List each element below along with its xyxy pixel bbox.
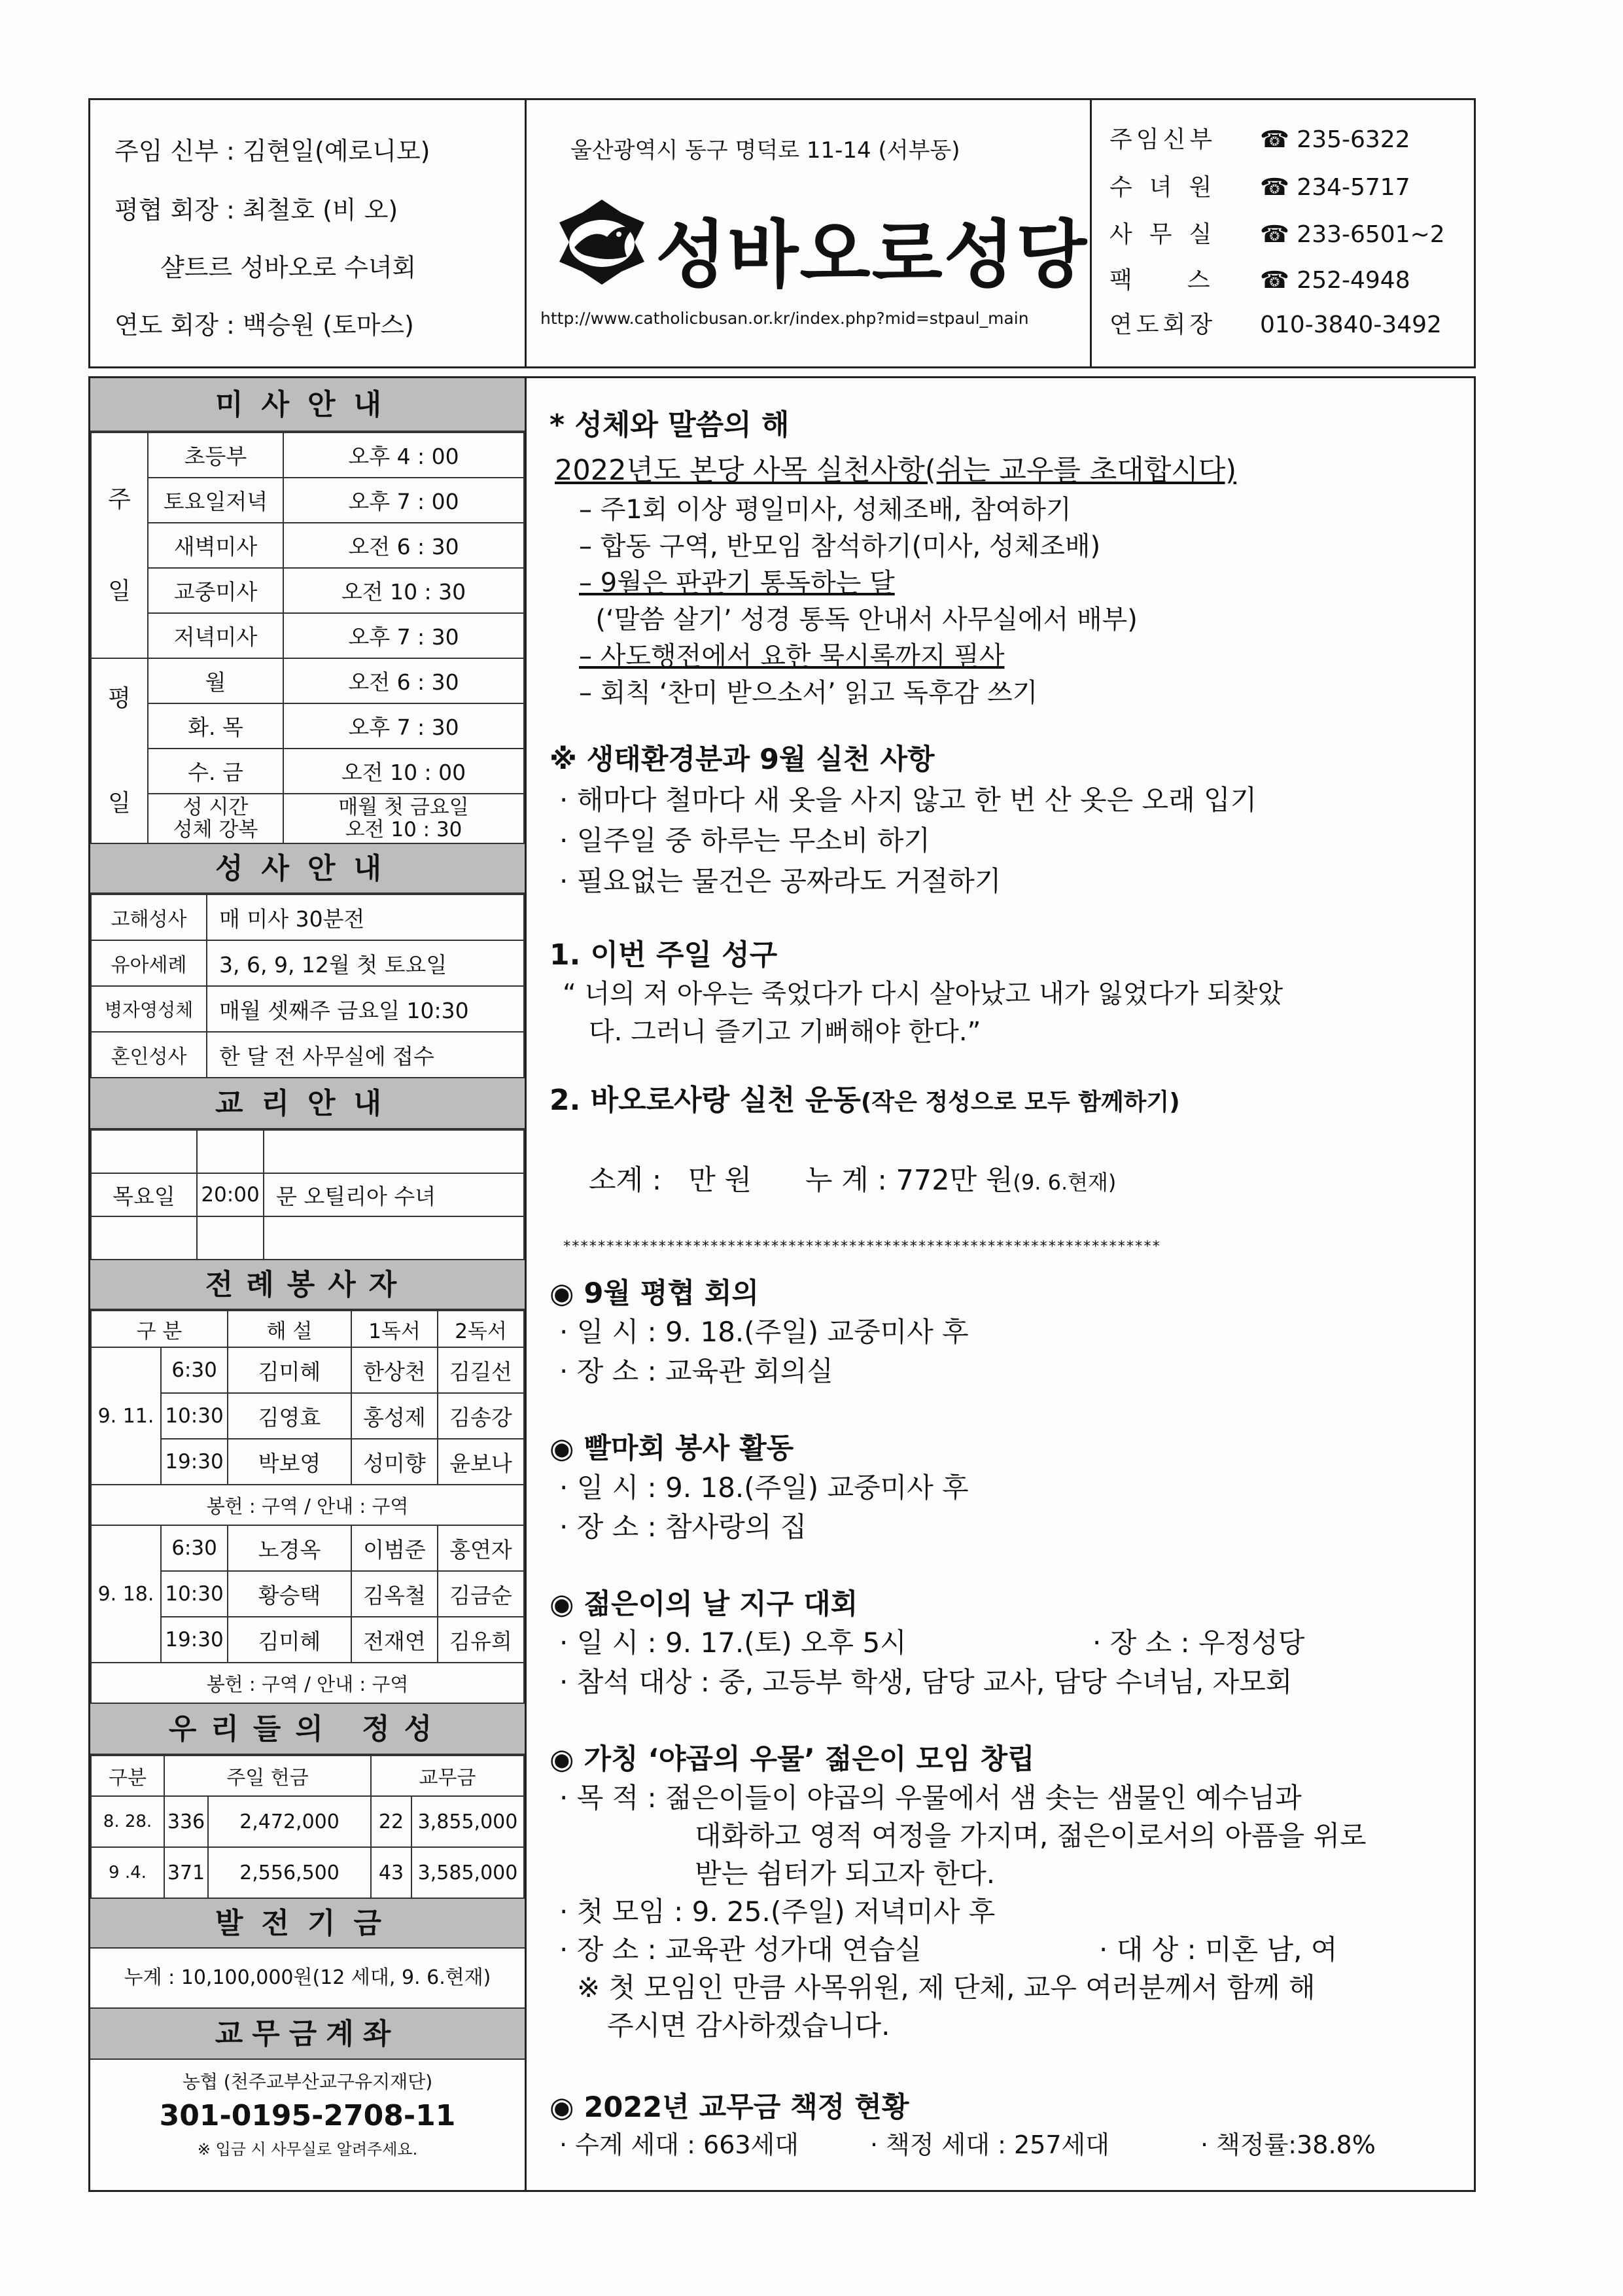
servers-time: 10:30 <box>161 1393 228 1439</box>
offering-table <box>90 1755 525 1899</box>
servers-reader1: 전재연 <box>351 1617 438 1663</box>
dues-set: · 책정 세대 : 257세대 <box>870 2130 1109 2159</box>
offering-amount: 2,472,000 <box>208 1796 371 1847</box>
church-address: 울산광역시 동구 명덕로 11-14 (서부동) <box>570 137 960 164</box>
sisters-line: 샬트르 성바오로 수녀회 <box>160 253 417 282</box>
mass-name: 수. 금 <box>148 749 283 794</box>
offering-count: 371 <box>164 1847 208 1898</box>
servers-reader2: 윤보나 <box>438 1439 524 1485</box>
phone-row: 사무실 ☎ 233-6501~2 <box>1109 221 1445 248</box>
account-title: 교무금계좌 <box>90 2009 525 2060</box>
servers-title: 전례봉사자 <box>90 1260 525 1310</box>
sunday-label: 주 일 <box>91 433 148 658</box>
council-item: · 장 소 : 교육관 회의실 <box>559 1355 833 1387</box>
dues-count: 22 <box>371 1796 411 1847</box>
servers-header: 2독서 <box>438 1311 524 1347</box>
offering-header: 교무금 <box>371 1756 524 1796</box>
catechism-teacher: 문 오틸리아 수녀 <box>264 1173 524 1216</box>
paul-title-line <box>550 1076 1180 1118</box>
servers-time: 6:30 <box>161 1347 228 1393</box>
servers-date: 9. 11. <box>91 1347 161 1485</box>
jacob-note: ※ 첫 모임인 만큼 사목위원, 제 단체, 교우 여러분께서 함께 해 <box>577 1971 1316 2004</box>
mass-name: 월 <box>148 658 283 703</box>
offering-count: 336 <box>164 1796 208 1847</box>
year-item: (‘말씀 살기’ 성경 통독 안내서 사무실에서 배부) <box>579 605 1138 635</box>
servers-reader2: 홍연자 <box>438 1525 524 1571</box>
sacraments-title: 성사안내 <box>90 844 525 894</box>
dues-amount: 3,585,000 <box>411 1847 524 1898</box>
council-title: ◉ 9월 평협 회의 <box>550 1277 759 1310</box>
sacrament-name: 혼인성사 <box>91 1032 207 1078</box>
left-column <box>90 378 525 2159</box>
church-name: 성바오로성당 <box>655 213 1089 298</box>
offering-header: 주일 헌금 <box>164 1756 371 1796</box>
mass-table <box>90 432 525 844</box>
sacrament-name: 병자영성체 <box>91 986 207 1032</box>
mass-time: 오후 7 : 30 <box>283 613 524 658</box>
offering-date: 9 .4. <box>91 1847 164 1898</box>
dove-logo-icon <box>556 196 648 288</box>
jacob-purpose: 대화하고 영적 여정을 가지며, 젊은이로서의 아픔을 위로 <box>695 1820 1367 1852</box>
header-center <box>525 98 1092 368</box>
servers-reader1: 성미향 <box>351 1439 438 1485</box>
servers-header: 해 설 <box>228 1311 351 1347</box>
verse-line: “ 너의 저 아우는 죽었다가 다시 살아났고 내가 잃었다가 되찾았 <box>563 979 1283 1009</box>
servers-reader2: 김송강 <box>438 1393 524 1439</box>
servers-note: 봉헌 : 구역 / 안내 : 구역 <box>91 1663 524 1703</box>
servers-reader1: 한상천 <box>351 1347 438 1393</box>
jacob-target: · 대 상 : 미혼 남, 여 <box>1099 1934 1338 1966</box>
verse-line: 다. 그러니 즐기고 기뻐해야 한다.” <box>589 1017 981 1047</box>
paul-amount-line <box>589 1158 1116 1198</box>
catechism-day <box>91 1130 197 1173</box>
church-url[interactable]: http://www.catholicbusan.or.kr/index.php?mid=stpaul_main <box>540 309 1029 328</box>
servers-note: 봉헌 : 구역 / 안내 : 구역 <box>91 1485 524 1525</box>
catechism-day: 목요일 <box>91 1173 197 1216</box>
dues-title: ◉ 2022년 교무금 책정 현황 <box>550 2091 909 2124</box>
servers-commentator: 노경옥 <box>228 1525 351 1571</box>
servers-commentator: 김미혜 <box>228 1617 351 1663</box>
fund-text: 누계 : 10,100,000원(12 세대, 9. 6.현재) <box>90 1949 525 2009</box>
mass-time: 오후 4 : 00 <box>283 433 524 478</box>
mass-name: 토요일저녁 <box>148 478 283 523</box>
vincent-item: · 장 소 : 참사랑의 집 <box>559 1511 807 1543</box>
servers-reader2: 김길선 <box>438 1347 524 1393</box>
year-item: – 9월은 판관기 통독하는 달 <box>579 568 895 598</box>
account-number: 301-0195-2708-11 <box>159 2099 456 2132</box>
jacob-title: ◉ 가칭 ‘야곱의 우물’ 젊은이 모임 창립 <box>550 1743 1035 1776</box>
account-bank: 농협 (천주교부산교구유지재단) <box>182 2071 433 2093</box>
phone-row: 연도회장 010-3840-3492 <box>1109 311 1442 338</box>
paul-subtitle: (작은 정성으로 모두 함께하기) <box>860 1089 1180 1116</box>
servers-time: 6:30 <box>161 1525 228 1571</box>
servers-reader2: 김금순 <box>438 1571 524 1617</box>
offering-header: 구분 <box>91 1756 164 1796</box>
youth-place: · 장 소 : 우정성당 <box>1092 1627 1305 1659</box>
fund-title: 발전기금 <box>90 1899 525 1949</box>
mass-time: 오전 10 : 30 <box>283 568 524 613</box>
paul-title: 2. 바오로사랑 실천 운동 <box>550 1084 861 1117</box>
eco-item: · 일주일 중 하루는 무소비 하기 <box>559 824 930 857</box>
year-item: – 사도행전에서 요한 묵시록까지 필사 <box>579 641 1005 671</box>
paul-date: (9. 6.현재) <box>1013 1170 1117 1195</box>
jacob-first: · 첫 모임 : 9. 25.(주일) 저녁미사 후 <box>559 1896 996 1928</box>
servers-commentator: 황승택 <box>228 1571 351 1617</box>
stars-divider: ********************************************************************* <box>563 1239 1161 1255</box>
sacrament-value: 3, 6, 9, 12월 첫 토요일 <box>207 940 524 986</box>
servers-header: 1독서 <box>351 1311 438 1347</box>
sacraments-table <box>90 894 525 1078</box>
servers-header: 구 분 <box>91 1311 228 1347</box>
mass-time: 오전 6 : 30 <box>283 523 524 568</box>
dues-rate: · 책정률:38.8% <box>1200 2130 1376 2159</box>
eco-item: · 필요없는 물건은 공짜라도 거절하기 <box>559 865 1002 897</box>
vincent-title: ◉ 빨마회 봉사 활동 <box>550 1432 794 1465</box>
dues-amount: 3,855,000 <box>411 1796 524 1847</box>
mass-name: 초등부 <box>148 433 283 478</box>
servers-commentator: 김영효 <box>228 1393 351 1439</box>
phone-row: 팩스☎ 252-4948 <box>1109 267 1410 294</box>
sacrament-name: 고해성사 <box>91 894 207 940</box>
phone-row: 주임신부 ☎ 235-6322 <box>1109 126 1410 153</box>
offering-amount: 2,556,500 <box>208 1847 371 1898</box>
servers-date: 9. 18. <box>91 1525 161 1663</box>
ladies-president-line: 연도 회장 : 백승원 (토마스) <box>114 311 414 340</box>
jacob-place: · 장 소 : 교육관 성가대 연습실 <box>559 1934 922 1966</box>
year-subtitle: 2022년도 본당 사목 실천사항(쉬는 교우를 초대합시다) <box>555 454 1237 487</box>
servers-reader1: 이범준 <box>351 1525 438 1571</box>
mass-time: 오후 7 : 30 <box>283 703 524 749</box>
phone-row: 수녀원 ☎ 234-5717 <box>1109 174 1410 201</box>
mass-name: 화. 목 <box>148 703 283 749</box>
offering-date: 8. 28. <box>91 1796 164 1847</box>
sacrament-value: 한 달 전 사무실에 접수 <box>207 1032 524 1078</box>
pastor-line: 주임 신부 : 김현일(예로니모) <box>114 137 430 166</box>
mass-name: 성 시간 성체 강복 <box>148 794 283 843</box>
servers-commentator: 박보영 <box>228 1439 351 1485</box>
catechism-title: 교리안내 <box>90 1078 525 1129</box>
year-title: * 성체와 말씀의 해 <box>550 408 790 442</box>
youth-target: · 참석 대상 : 중, 고등부 학생, 담당 교사, 담당 수녀님, 자모회 <box>559 1666 1293 1698</box>
youth-date: · 일 시 : 9. 17.(토) 오후 5시 <box>559 1627 907 1659</box>
sacrament-name: 유아세례 <box>91 940 207 986</box>
dues-count: 43 <box>371 1847 411 1898</box>
catechism-table <box>90 1129 525 1260</box>
servers-commentator: 김미혜 <box>228 1347 351 1393</box>
jacob-note: 주시면 감사하겠습니다. <box>607 2009 890 2041</box>
sacrament-value: 매 미사 30분전 <box>207 894 524 940</box>
servers-reader1: 홍성제 <box>351 1393 438 1439</box>
catechism-time: 20:00 <box>197 1173 264 1216</box>
verse-title: 1. 이번 주일 성구 <box>550 938 778 972</box>
servers-reader2: 김유희 <box>438 1617 524 1663</box>
catechism-teacher <box>264 1216 524 1260</box>
mass-name: 저녁미사 <box>148 613 283 658</box>
account-note: ※ 입금 시 사무실로 알려주세요. <box>197 2140 418 2159</box>
council-item: · 일 시 : 9. 18.(주일) 교중미사 후 <box>559 1316 969 1348</box>
servers-table <box>90 1310 525 1704</box>
year-item: – 합동 구역, 반모임 참석하기(미사, 성체조배) <box>579 531 1101 561</box>
weekday-label: 평 일 <box>91 658 148 843</box>
sacrament-value: 매월 셋째주 금요일 10:30 <box>207 986 524 1032</box>
eco-title: ※ 생태환경분과 9월 실천 사항 <box>550 743 935 776</box>
mass-time: 매월 첫 금요일 오전 10 : 30 <box>283 794 524 843</box>
eco-item: · 해마다 철마다 새 옷을 사지 않고 한 번 산 옷은 오래 입기 <box>559 784 1257 816</box>
dues-total: · 수계 세대 : 663세대 <box>559 2130 799 2159</box>
mass-time: 오전 6 : 30 <box>283 658 524 703</box>
servers-time: 19:30 <box>161 1439 228 1485</box>
mass-title: 미사안내 <box>90 378 525 432</box>
jacob-purpose: 받는 쉼터가 되고자 한다. <box>695 1858 996 1890</box>
year-item: – 회칙 ‘찬미 받으소서’ 읽고 독후감 쓰기 <box>579 678 1038 708</box>
year-item: – 주1회 이상 평일미사, 성체조배, 참여하기 <box>579 495 1072 525</box>
servers-time: 19:30 <box>161 1617 228 1663</box>
church-logo <box>556 196 648 288</box>
jacob-purpose: · 목 적 : 젊은이들이 야곱의 우물에서 샘 솟는 샘물인 예수님과 <box>559 1782 1302 1814</box>
council-president-line: 평협 회장 : 최철호 (비 오) <box>114 196 398 224</box>
offering-title: 우리들의 정성 <box>90 1704 525 1755</box>
mass-name: 교중미사 <box>148 568 283 613</box>
mass-time: 오후 7 : 00 <box>283 478 524 523</box>
mass-name: 새벽미사 <box>148 523 283 568</box>
catechism-teacher <box>264 1130 524 1173</box>
catechism-time <box>197 1130 264 1173</box>
header-left <box>88 98 527 368</box>
servers-reader1: 김옥철 <box>351 1571 438 1617</box>
mass-time: 오전 10 : 00 <box>283 749 524 794</box>
youth-title: ◉ 젊은이의 날 지구 대회 <box>550 1588 858 1621</box>
vincent-item: · 일 시 : 9. 18.(주일) 교중미사 후 <box>559 1472 969 1504</box>
header-right <box>1090 98 1476 368</box>
catechism-time <box>197 1216 264 1260</box>
servers-time: 10:30 <box>161 1571 228 1617</box>
catechism-day <box>91 1216 197 1260</box>
paul-amount: 소계 : 만 원 누 계 : 772만 원 <box>589 1164 1013 1197</box>
